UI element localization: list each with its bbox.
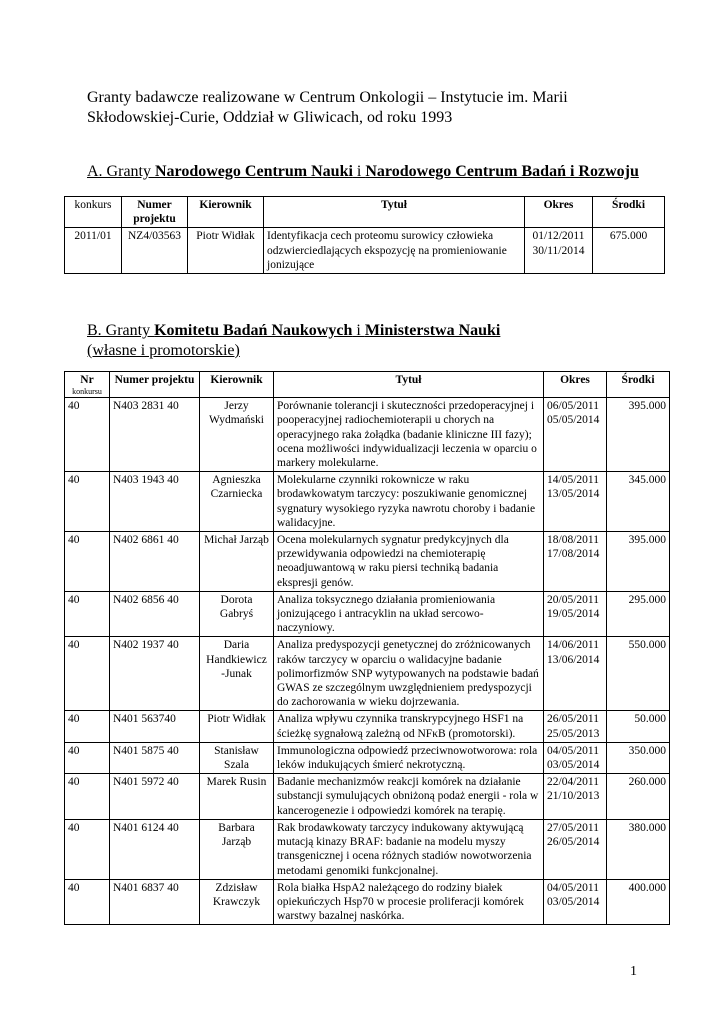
cell-kierownik: Zdzisław Krawczyk bbox=[200, 879, 274, 925]
cell-numer: N403 2831 40 bbox=[110, 398, 200, 472]
cell-srodki: 395.000 bbox=[607, 398, 670, 472]
cell-tytul: Ocena molekularnych sygnatur predykcyjnych dla przewidywania odpowiedzi na chemioterapię neoadjuwantową w raku piersi techniką badania ekspresji genów. bbox=[274, 532, 544, 592]
okres-do: 19/05/2014 bbox=[547, 608, 600, 621]
okres-do: 30/11/2014 bbox=[532, 244, 585, 257]
cell-srodki: 380.000 bbox=[607, 819, 670, 879]
table-row bbox=[65, 819, 670, 879]
cell-nr: 40 bbox=[65, 879, 110, 925]
cell-srodki: 345.000 bbox=[607, 472, 670, 532]
cell-numer: N401 6837 40 bbox=[110, 879, 200, 925]
cell-nr: 40 bbox=[65, 742, 110, 773]
okres-od: 06/05/2011 bbox=[547, 400, 599, 413]
cell-numer: NZ4/03563 bbox=[122, 228, 188, 274]
cell-okres bbox=[544, 532, 607, 592]
col-header-srodki: Środki bbox=[593, 197, 665, 228]
col-header-numer: Numer projektu bbox=[110, 372, 200, 398]
cell-numer: N401 563740 bbox=[110, 711, 200, 742]
cell-numer: N402 6856 40 bbox=[110, 591, 200, 637]
table-row bbox=[65, 228, 665, 274]
cell-tytul: Analiza predyspozycji genetycznej do zróżnicowanych raków tarczycy w oparciu o walidacyjne badanie polimorfizmów SNP wytypowanych na podstawie badań GWAS ze szczególnym uwzględnieniem predyspozycji do zachorowania w wieku dojrzewania. bbox=[274, 637, 544, 711]
table-a bbox=[64, 196, 665, 274]
okres-od: 04/05/2011 bbox=[547, 881, 599, 894]
okres-do: 05/05/2014 bbox=[547, 414, 600, 427]
okres-do: 17/08/2014 bbox=[547, 548, 600, 561]
section-b-name-1: Komitetu Badań Naukowych bbox=[154, 322, 353, 339]
cell-kierownik: Agnieszka Czarniecka bbox=[200, 472, 274, 532]
section-b-heading bbox=[87, 321, 500, 361]
cell-okres bbox=[544, 879, 607, 925]
col-header-tytul: Tytuł bbox=[264, 197, 525, 228]
cell-numer: N401 6124 40 bbox=[110, 819, 200, 879]
okres-do: 13/06/2014 bbox=[547, 653, 600, 666]
okres-od: 04/05/2011 bbox=[547, 744, 599, 757]
cell-okres bbox=[544, 637, 607, 711]
section-a-connector: i bbox=[352, 163, 366, 180]
cell-nr: 40 bbox=[65, 472, 110, 532]
cell-nr: 40 bbox=[65, 774, 110, 820]
col-header-okres: Okres bbox=[525, 197, 593, 228]
section-b-heading-line-1 bbox=[87, 321, 500, 341]
cell-numer: N401 5875 40 bbox=[110, 742, 200, 773]
cell-nr: 40 bbox=[65, 711, 110, 742]
col-header-tytul: Tytuł bbox=[274, 372, 544, 398]
section-b-prefix: B. Granty bbox=[87, 322, 155, 339]
section-a-heading bbox=[87, 162, 639, 182]
cell-srodki: 395.000 bbox=[607, 532, 670, 592]
cell-srodki: 295.000 bbox=[607, 591, 670, 637]
table-row bbox=[65, 637, 670, 711]
table-b bbox=[64, 371, 670, 925]
cell-kierownik: Piotr Widłak bbox=[200, 711, 274, 742]
cell-okres bbox=[544, 591, 607, 637]
cell-kierownik: Barbara Jarząb bbox=[200, 819, 274, 879]
section-a-name-2: Narodowego Centrum Badań i Rozwoju bbox=[365, 163, 639, 180]
cell-konkurs: 2011/01 bbox=[65, 228, 122, 274]
okres-od: 26/05/2011 bbox=[547, 713, 599, 726]
page-title-line-2: Skłodowskiej-Curie, Oddział w Gliwicach, od roku 1993 bbox=[87, 109, 453, 126]
table-row bbox=[65, 711, 670, 742]
col-header-konkurs: konkurs bbox=[65, 197, 122, 228]
cell-nr: 40 bbox=[65, 398, 110, 472]
section-b-heading-line-2: (własne i promotorskie) bbox=[87, 342, 240, 359]
okres-do: 03/05/2014 bbox=[547, 895, 600, 908]
col-header-srodki: Środki bbox=[607, 372, 670, 398]
col-header-numer: Numer projektu bbox=[122, 197, 188, 228]
table-b-header-row bbox=[65, 372, 670, 398]
cell-tytul: Rola białka HspA2 należącego do rodziny białek opiekuńczych Hsp70 w procesie proliferacji komórek warstwy bazalnej naskórka. bbox=[274, 879, 544, 925]
cell-nr: 40 bbox=[65, 591, 110, 637]
cell-kierownik: Marek Rusin bbox=[200, 774, 274, 820]
cell-okres bbox=[544, 398, 607, 472]
cell-numer: N403 1943 40 bbox=[110, 472, 200, 532]
cell-tytul: Rak brodawkowaty tarczycy indukowany aktywującą mutacją kinazy BRAF: badanie na modelu myszy transgenicznej i ocena różnych stadiów nowotworzenia metodami genomiki funkcjonalnej. bbox=[274, 819, 544, 879]
cell-okres bbox=[544, 742, 607, 773]
section-a-name-1: Narodowego Centrum Nauki bbox=[154, 163, 353, 180]
okres-do: 25/05/2013 bbox=[547, 727, 600, 740]
okres-od: 27/05/2011 bbox=[547, 821, 599, 834]
cell-nr: 40 bbox=[65, 532, 110, 592]
section-b-connector: i bbox=[352, 322, 365, 339]
table-row bbox=[65, 398, 670, 472]
table-row bbox=[65, 774, 670, 820]
col-header-okres: Okres bbox=[544, 372, 607, 398]
col-header-nr bbox=[65, 372, 110, 398]
cell-numer: N401 5972 40 bbox=[110, 774, 200, 820]
cell-okres bbox=[544, 711, 607, 742]
okres-od: 14/06/2011 bbox=[547, 639, 599, 652]
cell-numer: N402 1937 40 bbox=[110, 637, 200, 711]
cell-nr: 40 bbox=[65, 819, 110, 879]
section-a-prefix: A. Granty bbox=[87, 163, 155, 180]
cell-tytul: Identyfikacja cech proteomu surowicy człowieka odzwierciedlających ekspozycję na promieniowanie jonizujące bbox=[264, 228, 525, 274]
cell-tytul: Porównanie tolerancji i skuteczności przedoperacyjnej i pooperacyjnej radiochemioterapii u chorych na operacyjnego raka żołądka (badanie kliniczne III fazy); ocena możliwości indywidualizacji leczenia w oparciu o markery molekularne. bbox=[274, 398, 544, 472]
cell-numer: N402 6861 40 bbox=[110, 532, 200, 592]
table-row bbox=[65, 879, 670, 925]
okres-od: 14/05/2011 bbox=[547, 474, 599, 487]
okres-do: 21/10/2013 bbox=[547, 790, 600, 803]
okres-do: 03/05/2014 bbox=[547, 759, 600, 772]
cell-srodki: 50.000 bbox=[607, 711, 670, 742]
cell-kierownik: Piotr Widłak bbox=[188, 228, 264, 274]
cell-tytul: Analiza wpływu czynnika transkrypcyjnego HSF1 na ścieżkę sygnałową zależną od NFκB (promotorski). bbox=[274, 711, 544, 742]
cell-tytul: Badanie mechanizmów reakcji komórek na działanie substancji symulujących obniżoną podaż energii - rola w kancerogenezie i odpowiedzi komórek na terapię. bbox=[274, 774, 544, 820]
cell-srodki: 400.000 bbox=[607, 879, 670, 925]
cell-srodki: 350.000 bbox=[607, 742, 670, 773]
cell-kierownik: Daria Handkiewicz -Junak bbox=[200, 637, 274, 711]
cell-tytul: Immunologiczna odpowiedź przeciwnowotworowa: rola leków indukujących śmierć nekrotyczną. bbox=[274, 742, 544, 773]
cell-tytul: Molekularne czynniki rokownicze w raku brodawkowatym tarczycy: poszukiwanie genomicznej sygnatury wysokiego ryzyka nawrotu choroby i badanie walidacyjne. bbox=[274, 472, 544, 532]
cell-kierownik: Jerzy Wydmański bbox=[200, 398, 274, 472]
cell-kierownik: Dorota Gabryś bbox=[200, 591, 274, 637]
table-row bbox=[65, 532, 670, 592]
cell-srodki: 260.000 bbox=[607, 774, 670, 820]
page-title-line-1: Granty badawcze realizowane w Centrum Onkologii – Instytucie im. Marii bbox=[87, 89, 568, 106]
okres-od: 22/04/2011 bbox=[547, 776, 599, 789]
col-header-nr-label: Nr bbox=[80, 374, 94, 386]
okres-od: 01/12/2011 bbox=[532, 230, 585, 243]
okres-od: 20/05/2011 bbox=[547, 593, 599, 606]
table-b-body bbox=[65, 398, 670, 925]
cell-okres bbox=[525, 228, 593, 274]
table-row bbox=[65, 472, 670, 532]
okres-do: 13/05/2014 bbox=[547, 488, 600, 501]
okres-od: 18/08/2011 bbox=[547, 534, 599, 547]
cell-kierownik: Michał Jarząb bbox=[200, 532, 274, 592]
cell-srodki: 550.000 bbox=[607, 637, 670, 711]
table-row bbox=[65, 742, 670, 773]
cell-okres bbox=[544, 819, 607, 879]
page-title bbox=[87, 88, 677, 128]
cell-kierownik: Stanisław Szala bbox=[200, 742, 274, 773]
col-header-nr-sub: konkursu bbox=[72, 387, 102, 397]
cell-tytul: Analiza toksycznego działania promieniowania jonizującego i antracyklin na układ sercowo-naczyniowy. bbox=[274, 591, 544, 637]
col-header-kierownik: Kierownik bbox=[188, 197, 264, 228]
table-a-header-row bbox=[65, 197, 665, 228]
cell-okres bbox=[544, 472, 607, 532]
cell-okres bbox=[544, 774, 607, 820]
cell-srodki: 675.000 bbox=[593, 228, 665, 274]
page-number: 1 bbox=[630, 964, 637, 979]
cell-nr: 40 bbox=[65, 637, 110, 711]
table-row bbox=[65, 591, 670, 637]
okres-do: 26/05/2014 bbox=[547, 836, 600, 849]
col-header-kierownik: Kierownik bbox=[200, 372, 274, 398]
section-b-name-2: Ministerstwa Nauki bbox=[364, 322, 501, 339]
